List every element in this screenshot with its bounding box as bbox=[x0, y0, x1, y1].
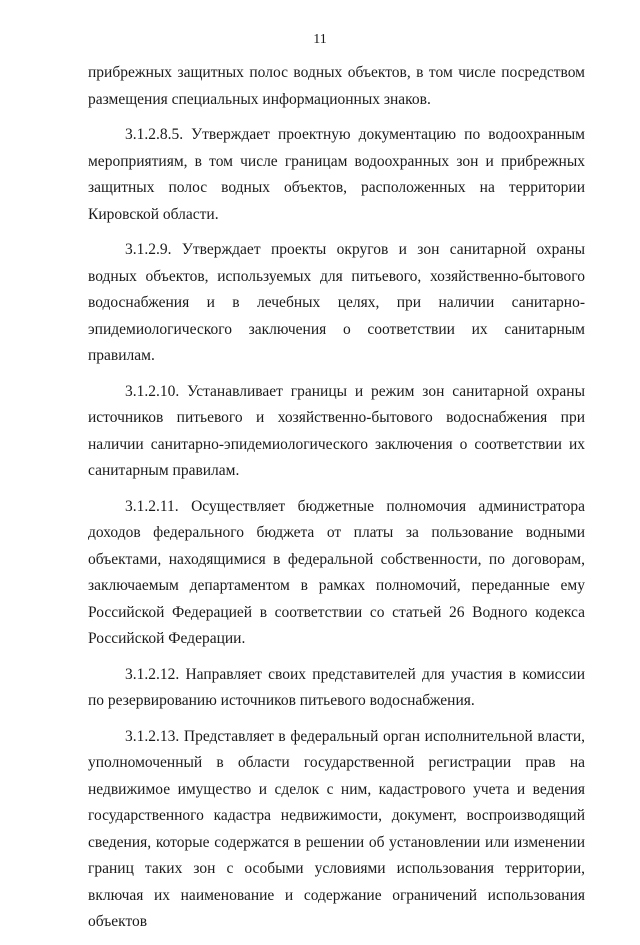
paragraph-3-1-2-8-5: 3.1.2.8.5. Утверждает проектную документацию по водоохранным мероприятиям, в том числе границам водоохранных зон и прибрежных защитных полос водных объектов, расположенных на территории Кировской области. bbox=[88, 126, 585, 223]
page-number: 11 bbox=[313, 32, 327, 47]
paragraph-3-1-2-12: 3.1.2.12. Направляет своих представителей для участия в комиссии по резервированию источников питьевого водоснабжения. bbox=[88, 665, 585, 709]
paragraph-3-1-2-11: 3.1.2.11. Осуществляет бюджетные полномочия администратора доходов федерального бюджета от платы за пользование водными объектами, находящимися в федеральной собственности, по договорам, заключаемым департаментом в рамках полномочий, переданные ему Российской Федерацией в соответствии со статьей 26 Водного кодекса Российской Федерации. bbox=[88, 497, 585, 647]
paragraph-3-1-2-9: 3.1.2.9. Утверждает проекты округов и зон санитарной охраны водных объектов, используемых для питьевого, хозяйственно-бытового водоснабжения и в лечебных целях, при наличии санитарно-эпидемиологического заключения о соответствии их санитарным правилам. bbox=[88, 241, 585, 364]
document-body bbox=[88, 60, 585, 945]
paragraph-continuation: прибрежных защитных полос водных объектов, в том числе посредством размещения специальных информационных знаков. bbox=[88, 64, 585, 108]
paragraph-3-1-2-10: 3.1.2.10. Устанавливает границы и режим зон санитарной охраны источников питьевого и хозяйственно-бытового водоснабжения при наличии санитарно-эпидемиологического заключения о соответствии их санитарным правилам. bbox=[88, 382, 585, 479]
paragraph-3-1-2-13: 3.1.2.13. Представляет в федеральный орган исполнительной власти, уполномоченный в области государственной регистрации прав на недвижимое имущество и сделок с ним, кадастрового учета и ведения государственного кадастра недвижимости, документ, воспроизводящий сведения, которые содержатся в решении об установлении или изменении границ таких зон с особыми условиями использования территории, включая их наименование и содержание ограничений использования объектов bbox=[88, 727, 585, 930]
